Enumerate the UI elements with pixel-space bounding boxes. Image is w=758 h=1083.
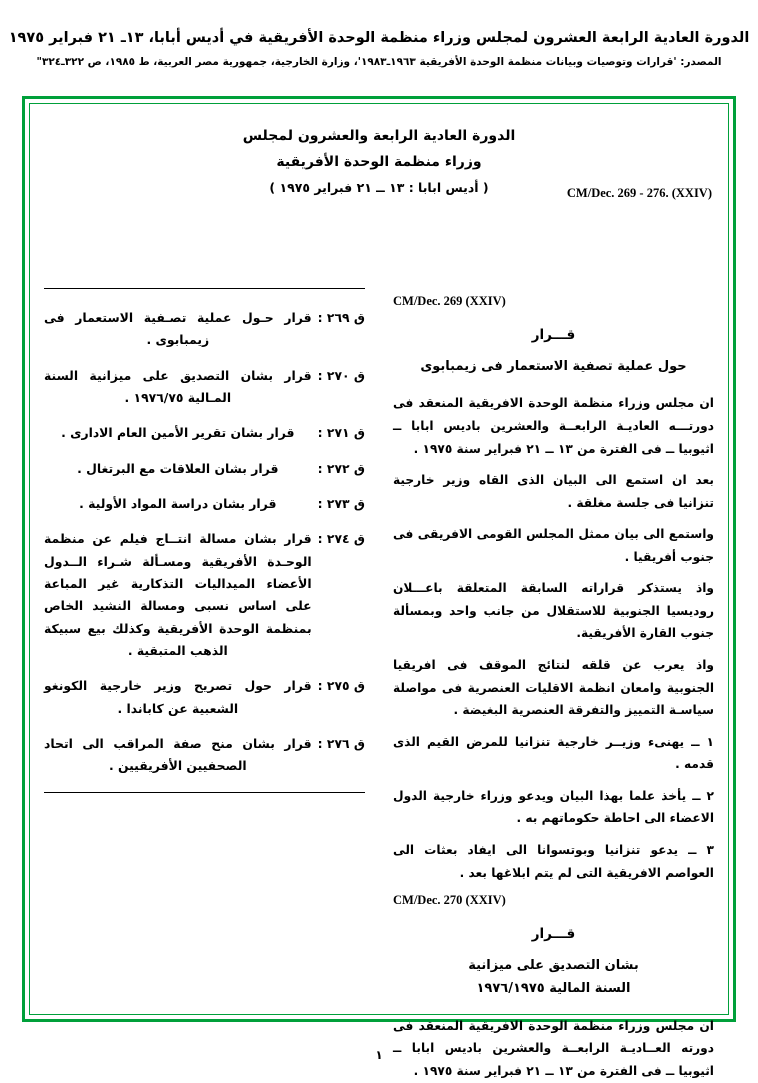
index-item-number: ق ٢٧٦ : [317, 735, 365, 751]
decision-269-reference: CM/Dec. 269 (XXIV) [393, 294, 506, 308]
two-column-layout [38, 288, 720, 1078]
title-line-1: الدورة العادية الرابعة والعشرون لمجلس [242, 128, 516, 144]
title-line-2: وزراء منظمة الوحدة الأفريقية [276, 153, 482, 170]
index-bottom-rule [44, 792, 365, 793]
index-item-276 [44, 733, 365, 778]
header-title: الدورة العادية الرابعة العشرون لمجلس وزراء منظمة الوحدة الأفريقية في أديس أبابا، ١٣ـ ٢١ فبراير ١٩٧٥ [8, 30, 750, 46]
page-header [0, 28, 758, 71]
decision-270-reference: CM/Dec. 270 (XXIV) [393, 893, 506, 908]
header-source: المصدر: 'قرارات وتوصيات وبيانات منظمة الوحدة الأفريقية ١٩٦٣ـ١٩٨٣'، وزارة الخارجية، جمهورية مصر العربية، ط ١٩٨٥، ص ٣٢٢ـ٣٢٤" [36, 55, 722, 68]
index-item-label: قرار حـول عملية تصـفية الاستعمار فى زيمبابوى . [44, 310, 312, 348]
index-item-label: قرار بشان مسالة انتــاج فيلم عن منظمة الوحـدة الأفريقية ومسـألة شـراء الــدول الأعضاء الميداليات التذكارية غير المباعة على اساس نسبى ومسالة النشيد الخاص بمنظمة الوحدة الأفريقية وكذلك بيع سبيكة الذهب المتبقية . [44, 531, 312, 658]
decision-270-subheading-line-1: بشان التصديق على ميزانية [468, 958, 639, 974]
decision-270-para-1: ان مجلس وزراء منظمة الوحدة الافريقية المنعقد فى دورته العــاديـة الرابعــة والعشرين باديس ابابا ــ اثيوبيا ــ فى الفترة من ١٣ ــ ٢١ فبراير سنة ١٩٧٥ . [393, 1018, 714, 1078]
decision-270-subheading [393, 954, 714, 1001]
index-item-number: ق ٢٦٩ : [317, 310, 365, 325]
decision-269-para-1: ان مجلس وزراء منظمة الوحدة الافريقية المنعقد فى دورتـــه العاديـة الرابعــة والعشرين باديس ابابا ــ اثيوبيا ــ فى الفترة من ١٣ ــ ٢١ فبراير سنة ١٩٧٥ . [393, 396, 714, 456]
decision-269-para-4: واذ يستذكر قراراته السابقة المتعلقة باعـــلان روديسيا الجنوبية للاستقلال من جانب واحد وبمسألة جنوب القارة الأفريقية. [393, 581, 714, 641]
document-reference-code: CM/Dec. 269 - 276. (XXIV) [566, 186, 712, 200]
decision-269-para-5: واذ يعرب عن قلقه لنتائج الموقف فى افريقيا الجنوبية وامعان انظمة الاقليات العنصرية فى مواصلة سياسـة التمييز والتفرقة العنصرية البغيضة . [393, 658, 714, 718]
page-number: ١ [375, 1048, 383, 1062]
index-item-number: ق ٢٧٥ : [317, 678, 365, 694]
column-decisions [379, 288, 720, 1078]
index-item-number: ق ٢٧١ : [317, 425, 365, 441]
decision-270-heading: قـــرار [531, 926, 576, 943]
index-item-number: ق ٢٧٣ : [317, 495, 365, 511]
decision-269-para-2: بعد ان استمع الى البيان الذى القاه وزير خارجية تنزانيا فى جلسة مغلقة . [393, 473, 714, 510]
index-item-269 [44, 307, 365, 352]
index-item-number: ق ٢٧٤ : [317, 531, 365, 547]
index-item-273 [44, 493, 365, 515]
index-item-label: قرار بشان منح صفة المراقب الى اتحاد الصحفيين الأفريقيين . [44, 735, 312, 774]
decision-269-heading: قـــرار [531, 327, 576, 343]
index-item-270 [44, 365, 365, 410]
index-item-272 [44, 458, 365, 480]
title-line-3: ( أديس ابابا : ١٣ ــ ٢١ فبراير ١٩٧٥ ) [269, 179, 489, 195]
document-title [168, 110, 591, 199]
index-item-label: قرار حول تصريح وزير خارجية الكونغو الشعبية عن كاباندا . [44, 678, 312, 716]
column-index [38, 288, 379, 1008]
decision-269-para-8: ٣ ــ يدعو تنزانيا وبوتسوانا الى ايفاد بعثات الى العواصم الافريقية التى لم يتم ابلاغها بعد . [393, 842, 714, 880]
index-item-number: ق ٢٧٠ : [317, 367, 365, 383]
index-item-number: ق ٢٧٢ : [317, 460, 365, 476]
decision-270-subheading-line-2: السنة المالية ١٩٧٦/١٩٧٥ [476, 981, 631, 997]
index-item-label: قرار بشان دراسة المواد الأولية . [79, 495, 277, 511]
index-top-rule [44, 288, 365, 289]
document-content [38, 110, 720, 1078]
index-item-label: قرار بشان التصديق على ميزانية السنة المـالية ١٩٧٦/٧٥ . [44, 367, 312, 405]
index-item-label: قرار بشان العلاقات مع البرتغال . [77, 460, 279, 476]
index-item-275 [44, 675, 365, 720]
decision-269-para-7: ٢ ــ يأخذ علما بهذا البيان ويدعو وزراء خارجية الدول الاعضاء الى احاطة حكوماتهم به . [393, 788, 714, 826]
decision-269-para-6: ١ ــ يهنىء وزيــر خارجية تنزانيا للمرض القيم الذى قدمه . [393, 734, 714, 772]
decision-269-para-3: واستمع الى بيان ممثل المجلس القومى الافريقى فى جنوب أفريقيا . [393, 527, 714, 564]
decision-269-subheading: حول عملية تصفية الاستعمار فى زيمبابوى [420, 359, 687, 374]
index-item-274 [44, 528, 365, 662]
index-item-label: قرار بشان تقرير الأمين العام الادارى . [61, 425, 295, 441]
index-item-271 [44, 422, 365, 444]
